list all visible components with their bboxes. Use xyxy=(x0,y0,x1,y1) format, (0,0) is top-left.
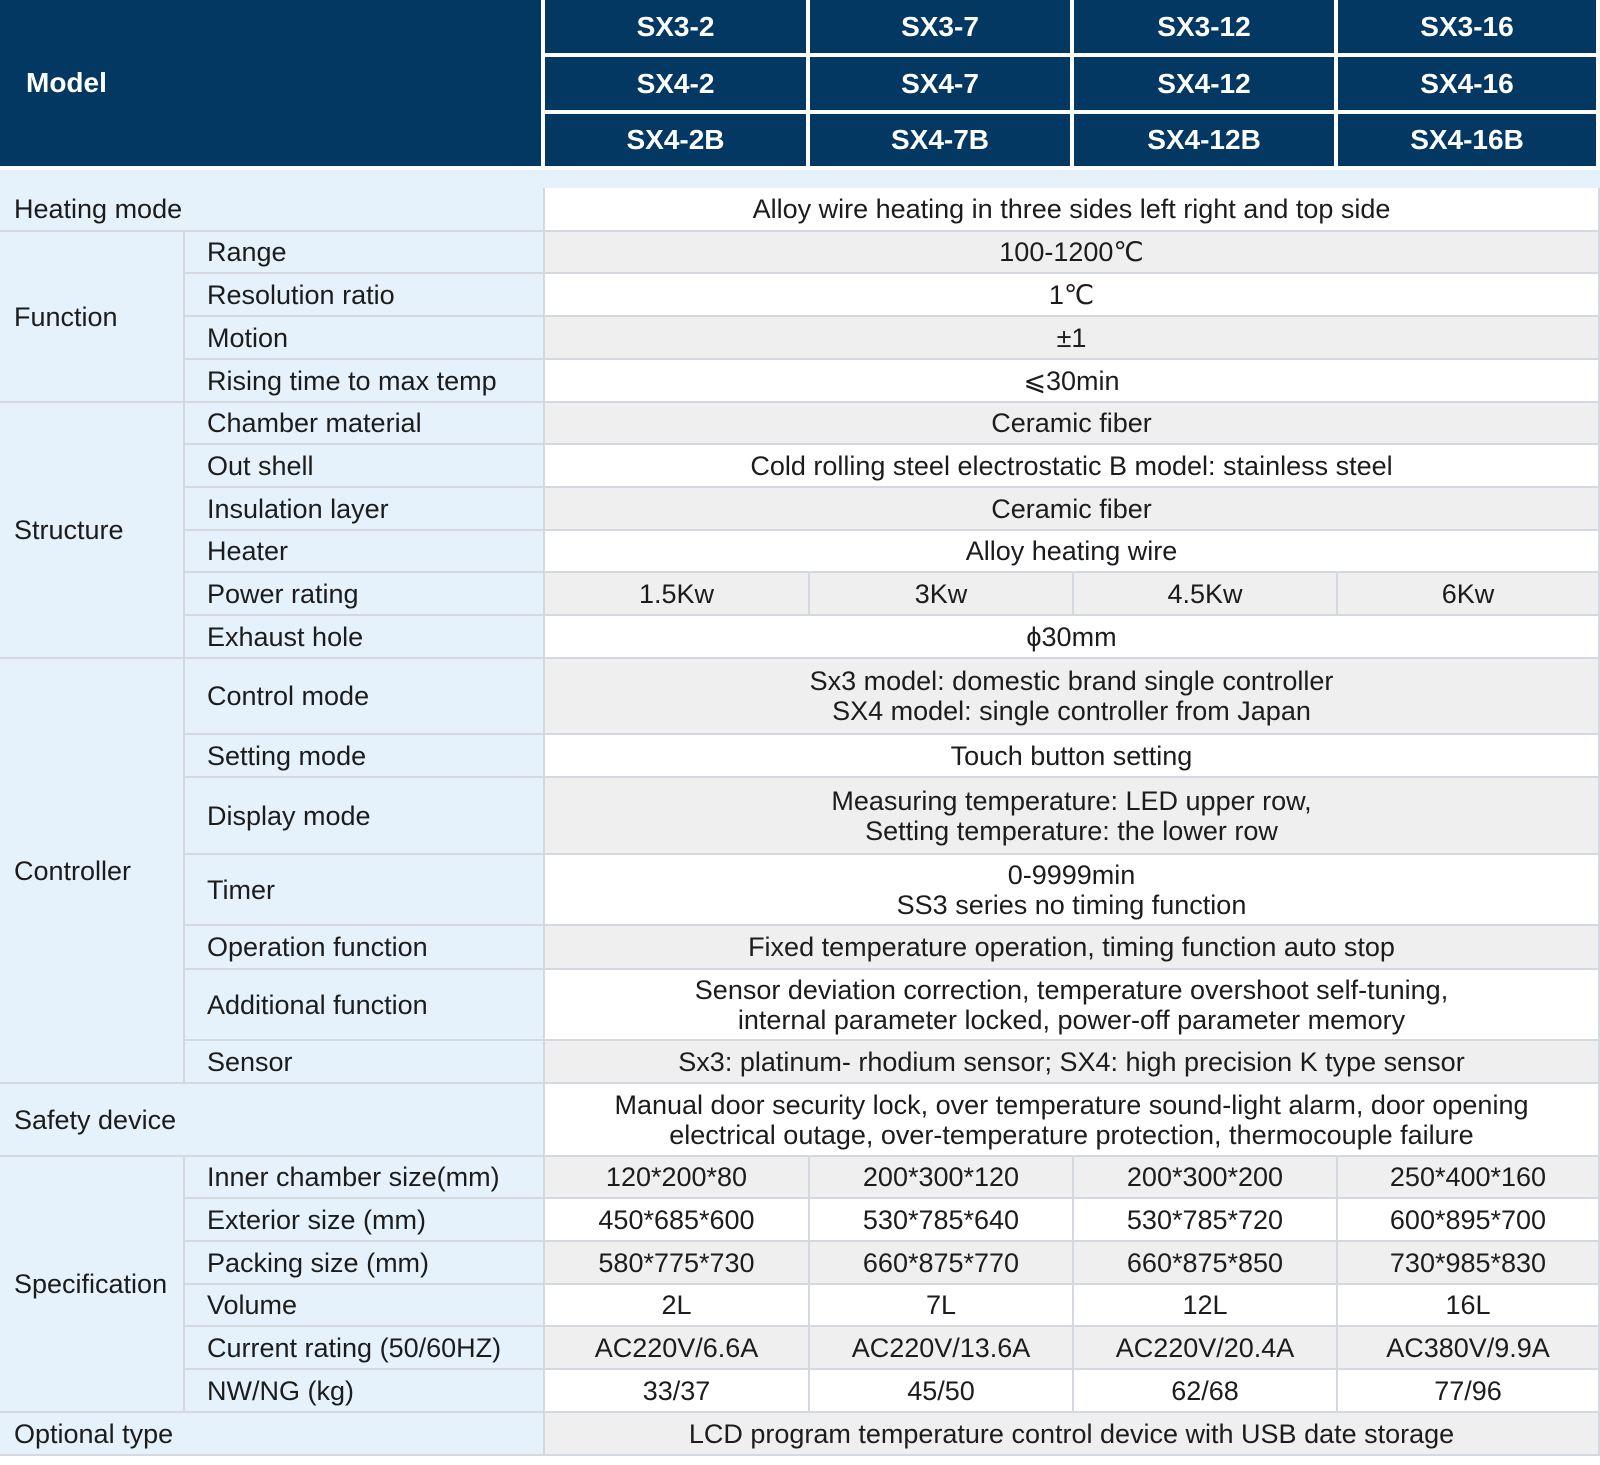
model-name: SX4-12B xyxy=(1074,114,1338,170)
row-value: 580*775*730 xyxy=(545,1242,810,1285)
row-value: 62/68 xyxy=(1074,1370,1338,1413)
row-label: Range xyxy=(185,232,545,274)
row-label: Control mode xyxy=(185,659,545,735)
row-value: 530*785*720 xyxy=(1074,1199,1338,1242)
row-label: Rising time to max temp xyxy=(185,360,545,403)
row-label: Power rating xyxy=(185,573,545,616)
row-value: 0-9999min SS3 series no timing function xyxy=(545,855,1600,926)
row-value: 6Kw xyxy=(1338,573,1600,616)
model-name: SX4-12 xyxy=(1074,57,1338,114)
function-group-label: Function xyxy=(0,232,185,403)
row-label: Inner chamber size(mm) xyxy=(185,1157,545,1199)
row-value: 2L xyxy=(545,1285,810,1327)
row-value: 33/37 xyxy=(545,1370,810,1413)
row-value: 1℃ xyxy=(545,274,1600,317)
row-label: Operation function xyxy=(185,926,545,970)
row-label: Chamber material xyxy=(185,403,545,445)
row-value: Touch button setting xyxy=(545,735,1600,778)
row-value: Sx3 model: domestic brand single controller SX4 model: single controller from Japan xyxy=(545,659,1600,735)
row-label: Timer xyxy=(185,855,545,926)
model-name: SX4-16B xyxy=(1338,114,1600,170)
row-value: Alloy heating wire xyxy=(545,531,1600,573)
row-label: Sensor xyxy=(185,1041,545,1084)
row-value: AC220V/6.6A xyxy=(545,1327,810,1370)
model-name: SX3-16 xyxy=(1338,0,1600,57)
row-value: 45/50 xyxy=(810,1370,1074,1413)
row-value: 3Kw xyxy=(810,573,1074,616)
row-value: Fixed temperature operation, timing function auto stop xyxy=(545,926,1600,970)
model-name: SX3-7 xyxy=(810,0,1074,57)
row-value: Ceramic fiber xyxy=(545,488,1600,531)
row-value: AC220V/20.4A xyxy=(1074,1327,1338,1370)
model-name: SX4-7 xyxy=(810,57,1074,114)
row-value: 530*785*640 xyxy=(810,1199,1074,1242)
optional-type-label: Optional type xyxy=(0,1413,545,1456)
row-value: 730*985*830 xyxy=(1338,1242,1600,1285)
row-value: Cold rolling steel electrostatic B model: stainless steel xyxy=(545,445,1600,488)
row-value: ϕ30mm xyxy=(545,616,1600,659)
row-value: 1.5Kw xyxy=(545,573,810,616)
heating-mode-label: Heating mode xyxy=(0,188,545,232)
row-value: Ceramic fiber xyxy=(545,403,1600,445)
row-value: 100-1200℃ xyxy=(545,232,1600,274)
model-name: SX4-7B xyxy=(810,114,1074,170)
safety-device-label: Safety device xyxy=(0,1084,545,1157)
row-label: Heater xyxy=(185,531,545,573)
row-value: 7L xyxy=(810,1285,1074,1327)
row-value: 660*875*850 xyxy=(1074,1242,1338,1285)
model-name: SX3-2 xyxy=(545,0,810,57)
row-label: Volume xyxy=(185,1285,545,1327)
row-label: Motion xyxy=(185,317,545,360)
row-label: Setting mode xyxy=(185,735,545,778)
row-label: Out shell xyxy=(185,445,545,488)
row-label: Insulation layer xyxy=(185,488,545,531)
row-value: AC380V/9.9A xyxy=(1338,1327,1600,1370)
model-name: SX4-2B xyxy=(545,114,810,170)
safety-device-value: Manual door security lock, over temperature sound-light alarm, door opening electrical outage, over-temperature protection, thermocouple failure xyxy=(545,1084,1600,1157)
model-name: SX3-12 xyxy=(1074,0,1338,57)
row-value: AC220V/13.6A xyxy=(810,1327,1074,1370)
row-value: Sx3: platinum- rhodium sensor; SX4: high precision K type sensor xyxy=(545,1041,1600,1084)
heating-mode-value: Alloy wire heating in three sides left right and top side xyxy=(545,188,1600,232)
row-value: 250*400*160 xyxy=(1338,1157,1600,1199)
row-label: Exterior size (mm) xyxy=(185,1199,545,1242)
row-value: 77/96 xyxy=(1338,1370,1600,1413)
row-value: 200*300*120 xyxy=(810,1157,1074,1199)
controller-group-label: Controller xyxy=(0,659,185,1084)
row-value: Sensor deviation correction, temperature overshoot self-tuning, internal parameter locked, power-off parameter memory xyxy=(545,970,1600,1041)
row-value: 660*875*770 xyxy=(810,1242,1074,1285)
row-value: 200*300*200 xyxy=(1074,1157,1338,1199)
row-label: Exhaust hole xyxy=(185,616,545,659)
optional-type-value: LCD program temperature control device with USB date storage xyxy=(545,1413,1600,1456)
specification-group-label: Specification xyxy=(0,1157,185,1413)
row-value: ±1 xyxy=(545,317,1600,360)
row-label: NW/NG (kg) xyxy=(185,1370,545,1413)
row-value: 120*200*80 xyxy=(545,1157,810,1199)
row-label: Current rating (50/60HZ) xyxy=(185,1327,545,1370)
row-value: 450*685*600 xyxy=(545,1199,810,1242)
model-name: SX4-2 xyxy=(545,57,810,114)
row-value: Measuring temperature: LED upper row, Setting temperature: the lower row xyxy=(545,778,1600,855)
header-gap xyxy=(0,170,1600,188)
row-value: 12L xyxy=(1074,1285,1338,1327)
row-value: ⩽30min xyxy=(545,360,1600,403)
row-label: Additional function xyxy=(185,970,545,1041)
row-value: 600*895*700 xyxy=(1338,1199,1600,1242)
row-value: 4.5Kw xyxy=(1074,573,1338,616)
row-value: 16L xyxy=(1338,1285,1600,1327)
model-header-label: Model xyxy=(0,0,545,170)
row-label: Resolution ratio xyxy=(185,274,545,317)
row-label: Display mode xyxy=(185,778,545,855)
row-label: Packing size (mm) xyxy=(185,1242,545,1285)
structure-group-label: Structure xyxy=(0,403,185,659)
model-name: SX4-16 xyxy=(1338,57,1600,114)
